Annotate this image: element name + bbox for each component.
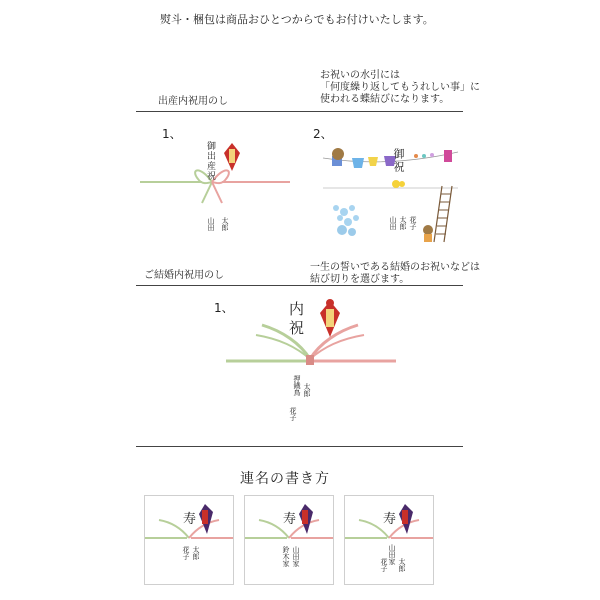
section1-note-line1: お祝いの水引には — [320, 70, 400, 81]
section2-note-line1: 一生の誓いである結婚のお祝いなどは — [310, 262, 480, 273]
s2-card-number: 1、 — [214, 301, 234, 315]
s1-card1-title: 御出産祝 — [205, 141, 215, 181]
s3-card-2-col-b: 鈴木家 — [282, 546, 290, 567]
s1-card2 — [318, 138, 463, 244]
s2-card-name-col2: 花子 — [289, 407, 297, 421]
section1-note — [320, 70, 480, 106]
s2-card-title: 内祝 — [287, 301, 305, 339]
s3-card-3-title: 寿 — [383, 512, 397, 527]
s3-card-2-col-a: 山田家 — [292, 546, 300, 567]
s2-card-mizuhiki — [226, 295, 396, 435]
ladder-icon — [434, 186, 452, 242]
s2-card-name-col3: 押鐡鳥 — [293, 375, 301, 396]
s3-card-3-col-a: 山田家 — [388, 544, 396, 565]
s1-card1-name-right: 太郎 — [221, 217, 229, 231]
s3-card-2 — [244, 495, 334, 585]
bear-icon — [423, 225, 433, 242]
s3-card-1-col-b: 花子 — [182, 546, 190, 560]
s3-card-3-col-b: 太郎 — [398, 558, 406, 572]
section1-divider — [136, 111, 463, 112]
s2-card — [226, 295, 396, 435]
s1-card2-name-third: 花子 — [409, 216, 417, 230]
section1-note-line3: 使われる蝶結びになります。 — [320, 94, 450, 105]
s1-card2-title: 御祝 — [392, 148, 405, 174]
bubbles-icon — [333, 205, 359, 236]
s3-card-1 — [144, 495, 234, 585]
s3-card-2-title: 寿 — [283, 512, 297, 527]
section2-note — [310, 262, 480, 286]
s3-card-1-col-a: 太郎 — [192, 546, 200, 560]
top-note: 熨斗・梱包は商品おひとつからでもお付けいたします。 — [160, 13, 434, 26]
noshi-ornament-icon — [320, 299, 340, 337]
s1-card2-name-left: 山田 — [389, 216, 397, 230]
noshi-ornament-icon — [399, 504, 413, 534]
section2-note-line2: 結び切りを選びます。 — [310, 274, 410, 285]
s1-card2-name-right: 太郎 — [399, 216, 407, 230]
s3-card-3-col-c: 花子 — [380, 558, 388, 572]
section2-divider — [136, 285, 463, 286]
chick-icon — [392, 180, 405, 188]
s1-card1 — [140, 135, 290, 245]
section1-note-line2: 「何度繰り返してもうれしい事」に — [320, 82, 480, 93]
section2-title: ご結婚内祝用のし — [144, 270, 224, 281]
s1-card2-number: 2、 — [313, 127, 333, 141]
noshi-ornament-icon — [224, 143, 240, 171]
section3-title: 連名の書き方 — [240, 471, 330, 487]
s3-card-1-title: 寿 — [183, 512, 197, 527]
noshi-ornament-icon — [299, 504, 313, 534]
noshi-ornament-icon — [199, 504, 213, 534]
s3-card-3 — [344, 495, 434, 585]
s1-card1-name-left: 山田 — [207, 217, 215, 231]
section3-divider — [136, 446, 463, 447]
s1-card1-number: 1、 — [162, 127, 182, 141]
section1-title: 出産内祝用のし — [158, 96, 228, 107]
s2-card-name-col1: 太郎 — [303, 383, 311, 397]
